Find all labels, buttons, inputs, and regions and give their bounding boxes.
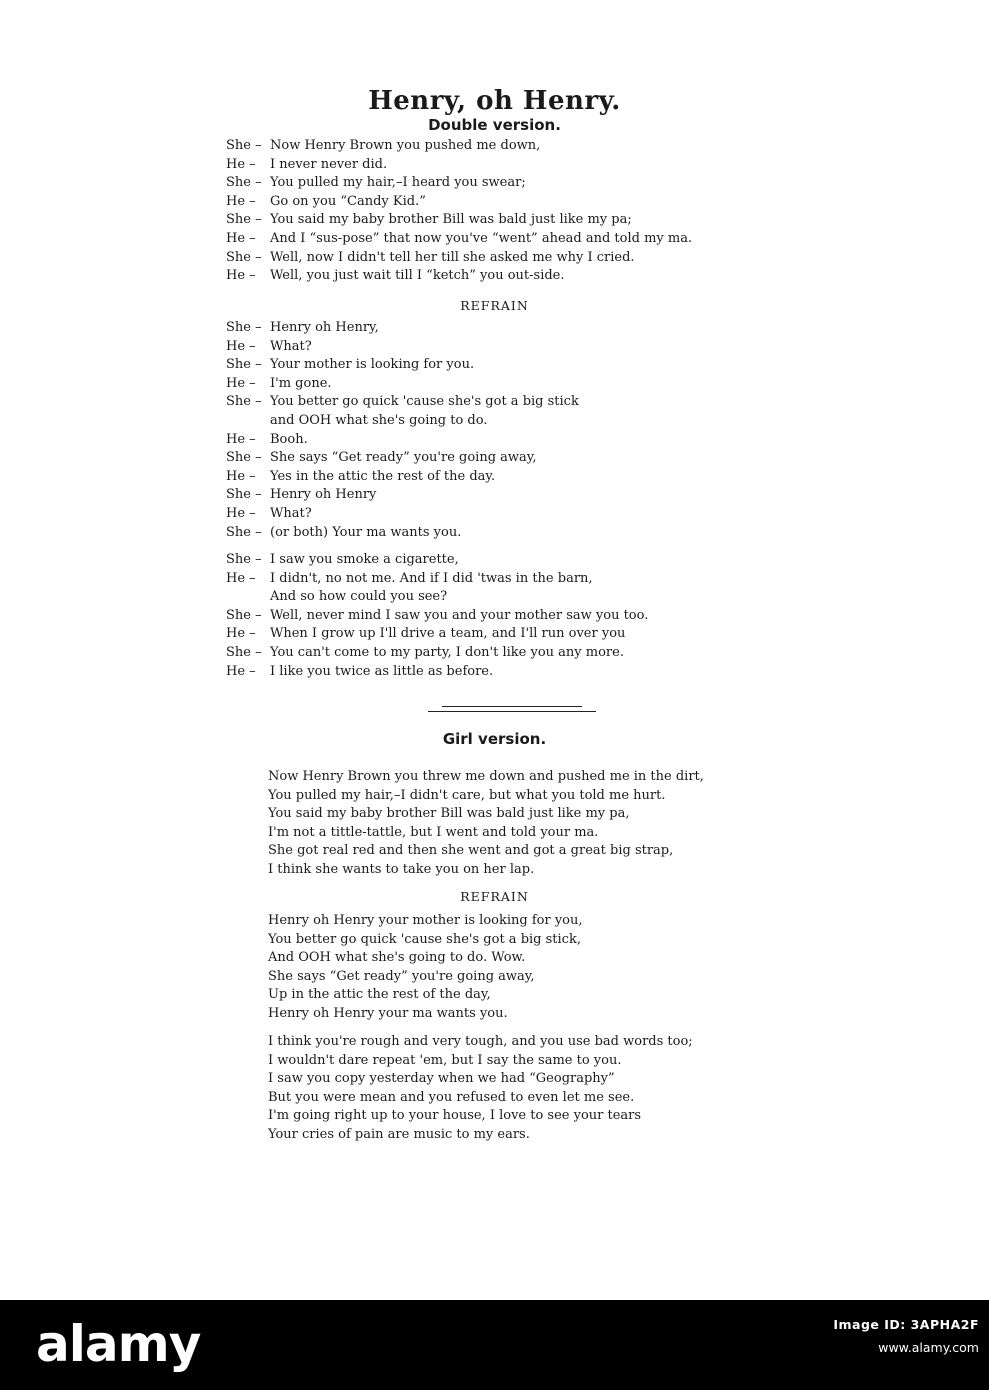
- speaker-label: She –: [226, 552, 262, 567]
- double-version-heading: Double version.: [428, 116, 561, 134]
- dialogue-line: [226, 551, 648, 570]
- verse-line: Now Henry Brown you threw me down and pushed me in the dirt,: [268, 769, 704, 784]
- verse-line: I wouldn't dare repeat 'em, but I say the same to you.: [268, 1052, 622, 1068]
- speaker-label: He –: [226, 505, 256, 521]
- dialogue-line: [226, 356, 579, 375]
- dialogue-line: [226, 644, 648, 663]
- line-text: Henry oh Henry,: [270, 320, 379, 335]
- speaker-label: He –: [226, 626, 256, 642]
- speaker-label: She –: [226, 357, 262, 373]
- double-refrain-label: REFRAIN: [460, 298, 529, 313]
- verse-line: I think you're rough and very tough, and you use bad words too;: [268, 1034, 693, 1049]
- verse-line: You said my baby brother Bill was bald just like my pa,: [268, 806, 630, 821]
- stock-footer-bar: [0, 1300, 989, 1390]
- girl-refrain: [268, 912, 583, 1023]
- dialogue-line: [226, 449, 579, 468]
- girl-verse-1: [268, 768, 704, 879]
- line-text: You better go quick 'cause she's got a big stick: [270, 394, 579, 410]
- site-url: www.alamy.com: [878, 1340, 979, 1355]
- verse-line: You pulled my hair,–I didn't care, but what you told me hurt.: [268, 787, 666, 803]
- verse-line: I'm going right up to your house, I love to see your tears: [268, 1108, 642, 1123]
- verse-line: Up in the attic the rest of the day,: [268, 987, 491, 1002]
- dialogue-line: [226, 249, 692, 268]
- image-caption: [759, 1314, 979, 1376]
- dialogue-line: [226, 431, 579, 450]
- dialogue-line: [226, 570, 648, 589]
- girl-version-heading: Girl version.: [442, 730, 547, 748]
- speaker-label: She –: [226, 487, 262, 503]
- image-id-label: Image ID: 3APHA2F: [833, 1317, 979, 1332]
- line-text: Booh.: [270, 431, 308, 447]
- verse-line: She says “Get ready” you're going away,: [268, 968, 535, 984]
- dialogue-line: [226, 319, 579, 338]
- dialogue-line: [226, 375, 579, 394]
- line-text: You can't come to my party, I don't like you any more.: [270, 644, 624, 660]
- girl-refrain-label: REFRAIN: [460, 889, 529, 904]
- line-text: Your mother is looking for you.: [270, 357, 475, 373]
- double-refrain: [226, 319, 579, 542]
- line-text: (or both) Your ma wants you.: [270, 524, 462, 540]
- dialogue-line: [226, 607, 648, 626]
- line-text: I like you twice as little as before.: [270, 663, 494, 679]
- verse-line: Henry oh Henry your ma wants you.: [268, 1005, 508, 1021]
- speaker-label: She –: [226, 175, 262, 191]
- line-text: When I grow up I'll drive a team, and I'll run over you: [270, 626, 626, 642]
- dialogue-line: [226, 156, 692, 175]
- speaker-label: She –: [226, 450, 262, 466]
- speaker-label: She –: [226, 138, 262, 153]
- speaker-label: He –: [226, 268, 256, 284]
- dialogue-line: [226, 193, 692, 212]
- speaker-label: He –: [226, 193, 256, 209]
- dialogue-line: [226, 174, 692, 193]
- line-text: I never never did.: [270, 156, 388, 172]
- speaker-label: She –: [226, 249, 262, 265]
- verse-line: And OOH what she's going to do. Wow.: [268, 950, 526, 965]
- line-text: I didn't, no not me. And if I did 'twas in the barn,: [270, 570, 593, 586]
- dialogue-line: [226, 137, 692, 156]
- dialogue-line: [226, 230, 692, 249]
- girl-verse-2: [268, 1033, 693, 1144]
- line-text: You said my baby brother Bill was bald just like my pa;: [270, 212, 632, 228]
- dialogue-line: [226, 338, 579, 357]
- dialogue-line: [226, 267, 692, 286]
- line-text: I'm gone.: [270, 375, 332, 391]
- verse-line: But you were mean and you refused to even let me see.: [268, 1089, 635, 1105]
- line-text: And I “sus-pose” that now you've “went” ahead and told my ma.: [270, 230, 693, 246]
- speaker-label: She –: [226, 394, 262, 410]
- speaker-label: He –: [226, 375, 256, 391]
- speaker-label: She –: [226, 320, 262, 335]
- speaker-label: He –: [226, 663, 256, 679]
- line-text: Henry oh Henry: [270, 487, 377, 503]
- verse-line: I saw you copy yesterday when we had “Geography”: [268, 1071, 615, 1086]
- dialogue-line: [226, 211, 692, 230]
- dialogue-line: [226, 393, 579, 412]
- dialogue-line: [226, 505, 579, 524]
- speaker-label: He –: [226, 230, 256, 246]
- song-title: Henry, oh Henry.: [368, 86, 621, 116]
- verse-line: Henry oh Henry your mother is looking for you,: [268, 913, 583, 928]
- dialogue-line: [226, 663, 648, 682]
- speaker-label: She –: [226, 524, 262, 540]
- dialogue-line: [226, 412, 579, 431]
- alamy-logo: alamy: [36, 1315, 201, 1373]
- speaker-label: She –: [226, 212, 262, 228]
- speaker-label: He –: [226, 338, 256, 354]
- speaker-label: He –: [226, 468, 256, 484]
- line-text: Now Henry Brown you pushed me down,: [270, 138, 541, 153]
- dialogue-line: [226, 468, 579, 487]
- double-verse-1: [226, 137, 692, 286]
- dialogue-line: [226, 625, 648, 644]
- dialogue-line: [226, 588, 648, 607]
- speaker-label: He –: [226, 431, 256, 447]
- line-text: Well, now I didn't tell her till she asked me why I cried.: [270, 249, 635, 265]
- verse-line: I'm not a tittle-tattle, but I went and told your ma.: [268, 824, 599, 840]
- dialogue-line: [226, 486, 579, 505]
- line-text: What?: [270, 505, 312, 521]
- verse-line: I think she wants to take you on her lap.: [268, 861, 535, 877]
- line-text: I saw you smoke a cigarette,: [270, 552, 459, 567]
- verse-line: You better go quick 'cause she's got a big stick,: [268, 931, 581, 947]
- line-text: You pulled my hair,–I heard you swear;: [270, 175, 526, 191]
- speaker-label: He –: [226, 570, 256, 586]
- line-text: Yes in the attic the rest of the day.: [270, 468, 496, 484]
- verse-line: She got real red and then she went and got a great big strap,: [268, 843, 674, 858]
- double-verse-2: [226, 551, 648, 681]
- line-text: She says “Get ready” you're going away,: [270, 450, 537, 466]
- line-text: Go on you “Candy Kid.”: [270, 193, 426, 209]
- speaker-label: She –: [226, 644, 262, 660]
- line-text: What?: [270, 338, 312, 354]
- verse-line: Your cries of pain are music to my ears.: [268, 1126, 530, 1142]
- line-text: Well, you just wait till I “ketch” you out-side.: [270, 268, 565, 284]
- speaker-label: She –: [226, 607, 262, 623]
- dialogue-line: [226, 524, 579, 543]
- line-text: Well, never mind I saw you and your mother saw you too.: [270, 607, 649, 623]
- line-text: and OOH what she's going to do.: [270, 412, 488, 428]
- speaker-label: He –: [226, 156, 256, 172]
- line-text: And so how could you see?: [270, 589, 448, 605]
